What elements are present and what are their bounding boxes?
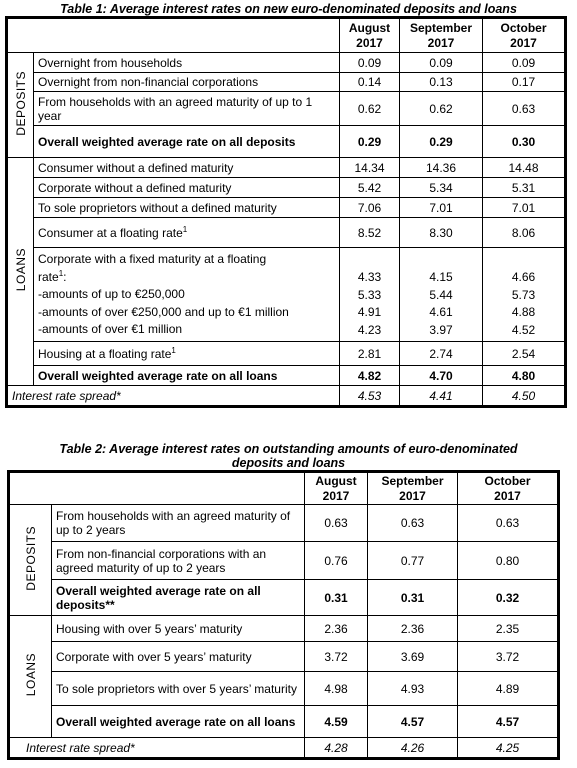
sub-item: -amounts of over €250,000 and up to €1 million (38, 304, 289, 319)
table-row-total (8, 126, 565, 158)
row-label: Housing with over 5 years’ maturity (52, 616, 305, 642)
value-cell: 0.32 (458, 580, 558, 616)
table-row-total (10, 580, 558, 616)
row-label: Housing at a floating rate$^1$ (34, 342, 340, 366)
section-label-deposits: DEPOSITS (8, 53, 34, 158)
row-label: Overall weighted average rate on all deposits** (52, 580, 305, 616)
value-cell: 0.29 (340, 126, 400, 158)
table1-title: Table 1: Average interest rates on new euro-denominated deposits and loans (60, 2, 517, 16)
table-row (10, 542, 558, 580)
value-cell: 8.06 (483, 218, 565, 248)
value-cell: 4.25 (458, 738, 558, 758)
value-cell: 4.15 5.44 4.61 3.97 (400, 248, 483, 342)
table-row-spread (8, 386, 565, 406)
value-cell: 2.36 (368, 616, 458, 642)
value-cell: 0.30 (483, 126, 565, 158)
value-cell: 8.52 (340, 218, 400, 248)
value-cell: 0.63 (483, 92, 565, 126)
value-cell: 4.33 5.33 4.91 4.23 (340, 248, 400, 342)
value-cell: 0.62 (340, 92, 400, 126)
row-label: Consumer at a floating rate$^1$ (34, 218, 340, 248)
table-row (8, 218, 565, 248)
value-cell: 4.41 (400, 386, 483, 406)
row-label: Overall weighted average rate on all loans (52, 706, 305, 738)
row-label: From households with an agreed maturity of up to 1 year (34, 92, 340, 126)
table-row (8, 73, 565, 92)
table-row (8, 92, 565, 126)
table-row-total (10, 706, 558, 738)
table2-col-aug: August 2017 (305, 473, 368, 505)
value-cell: 4.57 (368, 706, 458, 738)
table1-col-sep: September 2017 (400, 19, 483, 53)
table2-col-oct: October 2017 (458, 473, 558, 505)
table-row (8, 158, 565, 178)
table-row (8, 178, 565, 198)
value-cell: 4.80 (483, 366, 565, 386)
row-label: From households with an agreed maturity of up to 2 years (52, 505, 305, 542)
value-cell: 2.81 (340, 342, 400, 366)
value-cell: 0.31 (305, 580, 368, 616)
table-row (8, 53, 565, 73)
value-cell: 7.01 (483, 198, 565, 218)
row-label: Overnight from households (34, 53, 340, 73)
table-row-corporate-fixed (8, 248, 565, 342)
row-label: Corporate with over 5 years’ maturity (52, 642, 305, 672)
value-cell: 2.36 (305, 616, 368, 642)
value-cell: 14.48 (483, 158, 565, 178)
row-label: From non-financial corporations with an agreed maturity of up to 2 years (52, 542, 305, 580)
table1-header-row (8, 19, 565, 53)
sub-item: -amounts of over €1 million (38, 322, 183, 336)
table-row (10, 505, 558, 542)
value-cell: 5.42 (340, 178, 400, 198)
row-label: To sole proprietors without a defined maturity (34, 198, 340, 218)
value-cell: 4.93 (368, 672, 458, 706)
value-cell: 5.31 (483, 178, 565, 198)
value-cell: 0.76 (305, 542, 368, 580)
value-cell: 3.72 (458, 642, 558, 672)
row-label: Corporate with a fixed maturity at a floating rate$^1$: -amounts of up to €250,000 -amounts of over €250,000 and up to €1 million -amounts of over €1 million (34, 248, 340, 342)
value-cell: 14.34 (340, 158, 400, 178)
value-cell: 4.53 (340, 386, 400, 406)
table1 (7, 18, 565, 406)
table2-title: Table 2: Average interest rates on outstanding amounts of euro-denominated deposits and loans (59, 442, 518, 470)
value-cell: 2.54 (483, 342, 565, 366)
value-cell: 0.31 (368, 580, 458, 616)
value-cell: 8.30 (400, 218, 483, 248)
table-row (10, 642, 558, 672)
table-row (8, 342, 565, 366)
table1-col-aug: August 2017 (340, 19, 400, 53)
value-cell: 3.72 (305, 642, 368, 672)
value-cell: 4.28 (305, 738, 368, 758)
value-cell: 4.89 (458, 672, 558, 706)
row-label: Overall weighted average rate on all loans (34, 366, 340, 386)
section-label-loans: LOANS (10, 616, 52, 738)
row-label: Interest rate spread* (10, 738, 305, 758)
row-label: Corporate without a defined maturity (34, 178, 340, 198)
row-label: Overnight from non-financial corporations (34, 73, 340, 92)
value-cell: 0.17 (483, 73, 565, 92)
value-cell: 2.35 (458, 616, 558, 642)
value-cell: 0.13 (400, 73, 483, 92)
value-cell: 0.80 (458, 542, 558, 580)
section-label-loans: LOANS (8, 158, 34, 386)
value-cell: 4.57 (458, 706, 558, 738)
section-label-deposits: DEPOSITS (10, 505, 52, 616)
sub-item: -amounts of up to €250,000 (38, 287, 185, 301)
row-label: Interest rate spread* (8, 386, 340, 406)
table2-header-row (10, 473, 558, 505)
table1-col-oct: October 2017 (483, 19, 565, 53)
value-cell: 0.09 (340, 53, 400, 73)
value-cell: 0.63 (368, 505, 458, 542)
value-cell: 4.98 (305, 672, 368, 706)
table-row (10, 616, 558, 642)
row-label: Consumer without a defined maturity (34, 158, 340, 178)
table-row (10, 672, 558, 706)
value-cell: 4.26 (368, 738, 458, 758)
value-cell: 5.34 (400, 178, 483, 198)
value-cell: 4.59 (305, 706, 368, 738)
value-cell: 14.36 (400, 158, 483, 178)
value-cell: 4.70 (400, 366, 483, 386)
value-cell: 0.77 (368, 542, 458, 580)
value-cell: 0.14 (340, 73, 400, 92)
row-label: Overall weighted average rate on all deposits (34, 126, 340, 158)
table2 (9, 472, 558, 758)
row-label: To sole proprietors with over 5 years’ maturity (52, 672, 305, 706)
value-cell: 7.01 (400, 198, 483, 218)
value-cell: 0.63 (458, 505, 558, 542)
table-row-spread (10, 738, 558, 758)
value-cell: 3.69 (368, 642, 458, 672)
table2-col-sep: September 2017 (368, 473, 458, 505)
table-row (8, 198, 565, 218)
value-cell: 4.82 (340, 366, 400, 386)
value-cell: 0.62 (400, 92, 483, 126)
value-cell: 0.29 (400, 126, 483, 158)
value-cell: 0.09 (400, 53, 483, 73)
table-row-total (8, 366, 565, 386)
value-cell: 0.63 (305, 505, 368, 542)
value-cell: 7.06 (340, 198, 400, 218)
value-cell: 4.50 (483, 386, 565, 406)
value-cell: 0.09 (483, 53, 565, 73)
value-cell: 2.74 (400, 342, 483, 366)
value-cell: 4.66 5.73 4.88 4.52 (483, 248, 565, 342)
